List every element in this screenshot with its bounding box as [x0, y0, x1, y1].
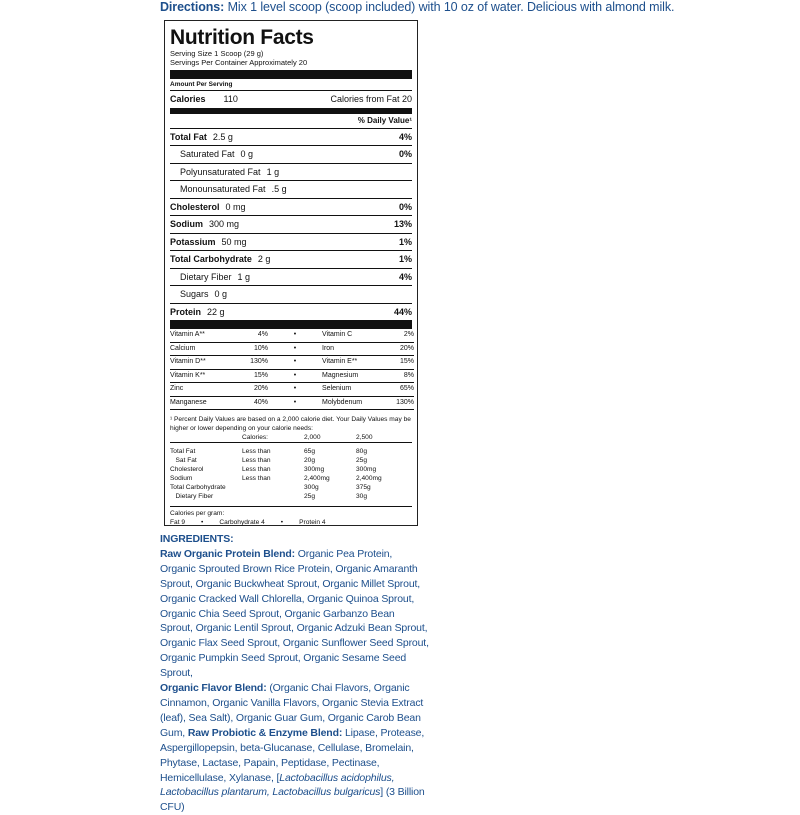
nutrient-label: Cholesterol [170, 201, 220, 212]
nutrient-amount: 1 g [266, 166, 280, 177]
amount-per-serving: Amount Per Serving [170, 81, 233, 88]
dv-table-cell: 25g [304, 493, 316, 500]
dv-table-cell: 30g [356, 493, 368, 500]
calories-per-gram-label: Calories per gram: [170, 510, 225, 517]
dv-table-cell: Dietary Fiber [170, 493, 214, 500]
dv-table-cell: 65g [304, 448, 316, 455]
nutrient-row [170, 285, 412, 303]
vitamin-cell: 20% [228, 383, 268, 397]
dv-table-cell: Total Fat [170, 448, 196, 455]
nutrient-row [170, 233, 412, 251]
vitamin-cell: • [268, 383, 322, 397]
vitamin-cell: • [268, 356, 322, 370]
dv-table-cell: 80g [356, 448, 368, 455]
nutrient-label: Monounsaturated Fat [180, 184, 266, 194]
vitamin-cell: Vitamin K** [170, 370, 228, 384]
vitamin-cell: 10% [228, 343, 268, 357]
nutrient-label: Saturated Fat [180, 149, 235, 159]
vitamin-cell: Vitamin D** [170, 356, 228, 370]
calories-per-gram-item: • [280, 519, 284, 526]
vitamin-cell: 130% [228, 356, 268, 370]
nutrient-amount: 0 g [214, 289, 228, 299]
nutrient-label: Protein [170, 306, 202, 317]
dv-table-cell: Sodium [170, 475, 193, 482]
protein-blend-label: Raw Organic Protein Blend: [160, 547, 295, 560]
dv-table-cell: 300mg [304, 466, 325, 473]
dv-table-cell: 25g [356, 457, 368, 464]
nutrient-row [170, 250, 412, 268]
vitamin-cell: Magnesium [322, 370, 384, 384]
vitamin-cell: 20% [384, 343, 414, 357]
nutrient-row [170, 128, 412, 146]
dv-table-cell: Cholesterol [170, 466, 204, 473]
thick-divider [170, 70, 412, 79]
servings-per-container: Servings Per Container Approximately 20 [170, 58, 308, 67]
dv-table-cell: Total Carbohydrate [170, 484, 226, 491]
dv-table-cell: Less than [242, 475, 271, 482]
nutrient-row [170, 215, 412, 233]
nutrient-daily-value: 4% [398, 271, 412, 282]
vitamin-cell: Calcium [170, 343, 228, 357]
nutrition-facts-title: Nutrition Facts [170, 26, 314, 49]
calories-per-gram [170, 518, 412, 527]
dv-table-cell: 300mg [356, 466, 377, 473]
directions-body: Mix 1 level scoop (scoop included) with 10 oz of water. Delicious with almond milk. [224, 0, 675, 14]
nutrient-amount: 0 mg [225, 201, 246, 212]
nutrient-daily-value: 0% [398, 149, 412, 159]
bacteria-list: Lactobacillus acidophilus, Lactobacillus plantarum, Lactobacillus bulgaricus [160, 771, 395, 799]
calories-per-gram-item: • [201, 519, 204, 526]
calories-label: Calories [170, 94, 206, 104]
dv-table-header-cell: Calories: [242, 434, 269, 441]
nutrient-row [170, 303, 412, 321]
dv-table-cell: Less than [242, 448, 271, 455]
flavor-blend-label: Organic Flavor Blend: [160, 682, 267, 695]
dv-table-header-cell: 2,500 [356, 434, 373, 441]
dv-table-cell: Less than [242, 466, 271, 473]
nutrient-amount: .5 g [271, 184, 287, 194]
dv-table-cell: 20g [304, 457, 316, 464]
nutrient-daily-value: 4% [398, 131, 412, 142]
directions-label: Directions: [160, 0, 225, 14]
nutrient-label: Total Carbohydrate [170, 254, 252, 264]
vitamin-cell: 65% [384, 383, 414, 397]
nutrient-daily-value: 44% [393, 306, 412, 317]
vitamin-cell: • [268, 370, 322, 384]
dv-table-cell [242, 492, 304, 501]
nutrient-amount: 1 g [237, 271, 251, 282]
calories-per-gram-item: Protein 4 [299, 519, 326, 526]
nutrient-daily-value: 0% [398, 201, 412, 212]
dv-table-header [170, 433, 412, 443]
vitamin-cell: 2% [384, 329, 414, 343]
vitamin-cell: Vitamin E** [322, 356, 384, 370]
dv-footnote: ¹ Percent Daily Values are based on a 2,000 calorie diet. Your Daily Values may be higher or lower depending on your calorie needs: [170, 416, 411, 432]
vitamin-cell: Vitamin C [322, 329, 384, 343]
nutrient-daily-value: 13% [393, 219, 412, 229]
nutrient-label: Dietary Fiber [180, 271, 232, 282]
dv-table-cell [242, 483, 304, 492]
nutrient-row [170, 145, 412, 163]
dv-table-cell: 300g [304, 484, 319, 491]
nutrient-label: Total Fat [170, 131, 207, 142]
vitamin-cell: 15% [228, 370, 268, 384]
dv-table-header-cell: 2,000 [304, 434, 321, 441]
vitamin-cell: Zinc [170, 383, 228, 397]
directions-text [160, 0, 674, 14]
nutrition-facts-label [164, 20, 418, 526]
dv-table-cell: Sat Fat [170, 457, 197, 464]
vitamin-cell: Vitamin A** [170, 329, 228, 343]
flavor-blend-text: (Organic Chai Flavors, Organic Cinnamon, Organic Vanilla Flavors, Organic Stevia Extract (leaf), Sea Salt), Organic Guar Gum, Organic Carob Bean Gum, [160, 682, 424, 739]
vitamin-cell: Selenium [322, 383, 384, 397]
nutrient-daily-value: 1% [398, 254, 412, 264]
calories-per-gram-item: Fat 9 [170, 519, 186, 526]
nutrient-amount: 22 g [207, 306, 225, 317]
nutrient-row [170, 198, 412, 216]
daily-value-header: % Daily Value¹ [170, 113, 412, 128]
vitamin-cell: Iron [322, 343, 384, 357]
calories-from-fat: Calories from Fat 20 [330, 94, 412, 104]
nutrient-label: Sodium [170, 219, 203, 229]
nutrient-daily-value: 1% [398, 236, 412, 247]
nutrient-rows [170, 128, 412, 321]
serving-size: Serving Size 1 Scoop (29 g) [170, 49, 264, 58]
ingredients-block [160, 532, 430, 815]
vitamin-cell: 130% [384, 397, 414, 411]
vitamin-cell: 15% [384, 356, 414, 370]
nutrient-amount: 0 g [240, 149, 254, 159]
dv-table-cell: Less than [242, 457, 271, 464]
nutrient-row [170, 163, 412, 181]
dv-table-cell: 2,400mg [356, 475, 382, 482]
vitamin-cell: • [268, 329, 322, 343]
dv-table [170, 447, 412, 501]
nutrient-row [170, 180, 412, 198]
nutrient-amount: 2 g [257, 254, 271, 264]
vitamin-cell: 4% [228, 329, 268, 343]
calories-row [170, 90, 412, 108]
probiotic-blend-text: Lipase, Protease, Aspergillopepsin, beta-Glucanase, Cellulase, Bromelain, Phytase, Lactase, Papain, Peptidase, Pectinase, Hemicellulase, Xylanase, [ [160, 726, 425, 784]
calories-value: 110 [223, 94, 238, 104]
nutrient-amount: 300 mg [209, 219, 240, 229]
vitamin-cell: Molybdenum [322, 397, 384, 411]
nutrient-label: Potassium [170, 236, 216, 247]
vitamin-cell: • [268, 343, 322, 357]
dv-table-header-cell [170, 433, 242, 442]
protein-blend-text: Organic Pea Protein, Organic Sprouted Brown Rice Protein, Organic Amaranth Sprout, Organic Buckwheat Sprout, Organic Millet Sprout, Organic Cracked Wall Chlorella, Organic Quinoa Sprout, Organic Chia Seed Sprout, Organic Garbanzo Bean Sprout, Organic Lentil Sprout, Organic Adzuki Bean Sprout, Organic Flax Seed Sprout, Organic Sunflower Seed Sprout, Organic Pumpkin Seed Sprout, Organic Sesame Seed Sprout, [160, 547, 429, 680]
nutrient-row [170, 268, 412, 286]
nutrient-label: Polyunsaturated Fat [180, 166, 261, 177]
vitamin-cell: Manganese [170, 397, 228, 411]
vitamin-cell: 40% [228, 397, 268, 411]
vitamin-grid [170, 329, 412, 410]
ingredients-heading: INGREDIENTS: [160, 533, 234, 545]
dv-table-cell: 2,400mg [304, 475, 330, 482]
thick-divider-2 [170, 320, 412, 329]
ingredients-end: ] (3 Billion CFU) [160, 786, 425, 814]
calories-per-gram-item: Carbohydrate 4 [219, 519, 265, 526]
dv-table-cell: 375g [356, 484, 371, 491]
nutrient-amount: 2.5 g [212, 131, 233, 142]
nutrient-amount: 50 mg [221, 236, 247, 247]
vitamin-cell: 8% [384, 370, 414, 384]
probiotic-blend-label: Raw Probiotic & Enzyme Blend: [187, 726, 343, 739]
nutrient-label: Sugars [180, 289, 209, 299]
vitamin-cell: • [268, 397, 322, 411]
